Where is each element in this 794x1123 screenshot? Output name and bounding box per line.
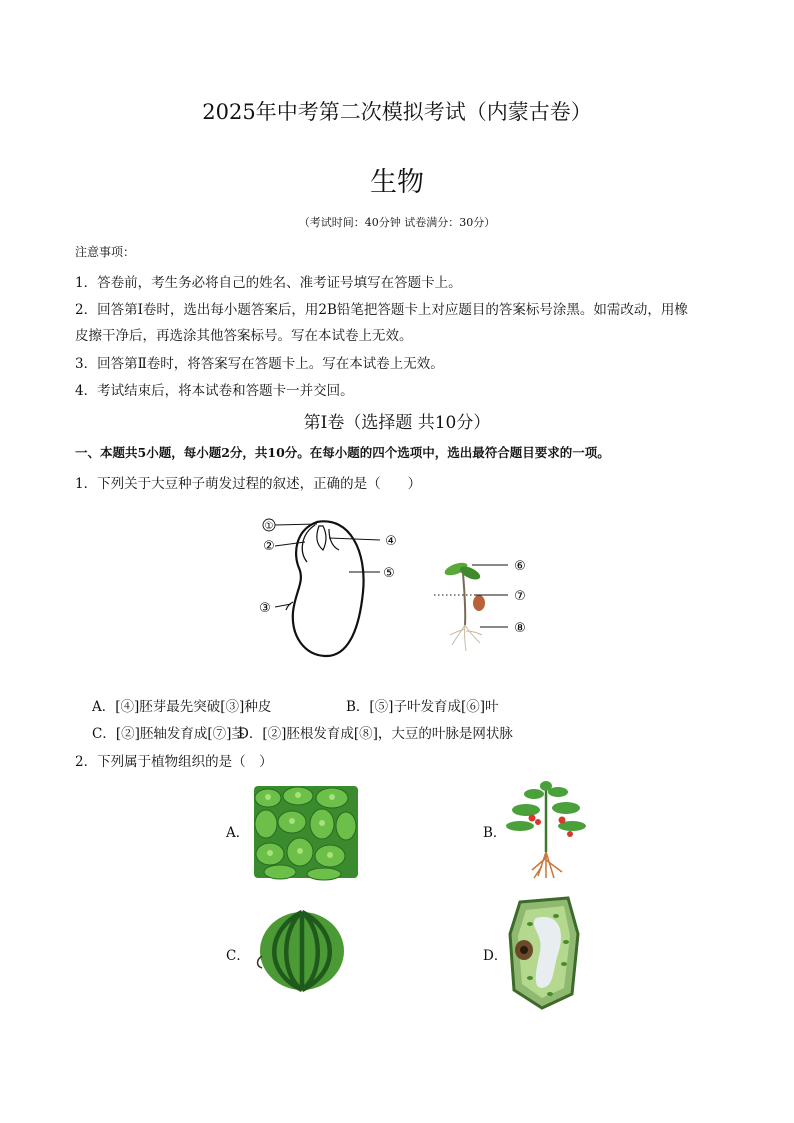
question-2-option-c: C． <box>226 948 250 964</box>
question-1-stem: 1．下列关于大豆种子萌发过程的叙述，正确的是（ ） <box>75 476 422 492</box>
question-2-option-b: B． <box>483 825 507 841</box>
label-5: ⑤ <box>383 566 395 581</box>
question-1-option-c: C．[②]胚轴发育成[⑦]茎 <box>92 726 245 742</box>
note-item-3: 3．回答第Ⅱ卷时，将答案写在答题卡上。写在本试卷上无效。 <box>75 356 444 372</box>
cell-tissue-image <box>250 782 362 882</box>
seedling-stem <box>463 573 465 625</box>
plant-image <box>504 780 588 880</box>
label-2: ② <box>263 539 275 554</box>
section-instructions: 一、本题共5小题，每小题2分，共10分。在每小题的四个选项中，选出最符合题目要求的一项。 <box>75 445 610 460</box>
exam-title: 2025年中考第二次模拟考试（内蒙古卷） <box>202 100 592 124</box>
label-8: ⑧ <box>514 621 526 636</box>
notes-heading: 注意事项： <box>75 245 136 259</box>
label-7: ⑦ <box>514 589 526 604</box>
question-2-stem: 2．下列属于植物组织的是（ ） <box>75 754 273 770</box>
note-item-2: 2．回答第Ⅰ卷时，选出每小题答案后，用2B铅笔把答题卡上对应题目的答案标号涂黑。如需改动，用橡 <box>75 302 688 318</box>
question-2-option-d: D． <box>483 948 508 964</box>
bean-seed-diagram <box>255 512 405 662</box>
subject-title: 生物 <box>370 167 424 198</box>
question-1-option-a: A．[④]胚芽最先突破[③]种皮 <box>92 699 272 715</box>
seedling-seed <box>473 595 485 611</box>
label-1: ① <box>264 521 274 532</box>
watermelon-image <box>252 908 348 994</box>
seed-coat-mark <box>286 602 293 610</box>
section-title: 第Ⅰ卷（选择题 共10分） <box>303 413 491 433</box>
label-3: ③ <box>259 601 271 616</box>
label-6: ⑥ <box>514 559 526 574</box>
seedling-diagram <box>430 553 530 653</box>
note-item-1: 1．答卷前，考生务必将自己的姓名、准考证号填写在答题卡上。 <box>75 275 462 291</box>
note-item-2-continued: 皮擦干净后，再选涂其他答案标号。写在本试卷上无效。 <box>75 328 413 344</box>
exam-info: （考试时间：40分钟 试卷满分：30分） <box>298 216 496 229</box>
label-4: ④ <box>385 534 397 549</box>
seedling-roots <box>450 625 482 651</box>
plant-cell-image <box>506 894 586 1012</box>
note-item-4: 4．考试结束后，将本试卷和答题卡一并交回。 <box>75 383 354 399</box>
question-1-option-d: D．[②]胚根发育成[⑧]，大豆的叶脉是网状脉 <box>238 726 513 742</box>
question-1-option-b: B．[⑤]子叶发育成[⑥]叶 <box>346 699 499 715</box>
question-2-option-a: A． <box>226 825 250 841</box>
